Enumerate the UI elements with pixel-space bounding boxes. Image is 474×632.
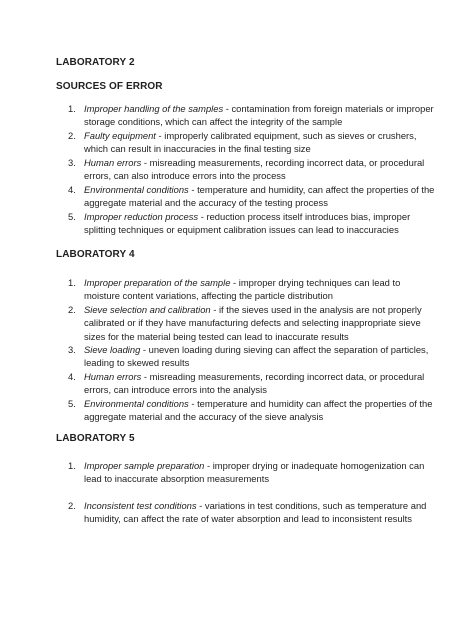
item-label: Human errors — [84, 157, 142, 168]
item-label: Inconsistent test conditions — [84, 500, 197, 511]
item-number: 1. — [68, 460, 76, 471]
item-number: 3. — [68, 157, 76, 168]
item-text: - misreading measurements, recording incorrect data, or procedural errors, can introduce errors into the analysis — [84, 371, 425, 396]
list-item — [0, 303, 474, 343]
list-item — [0, 370, 474, 397]
item-text: - uneven loading during sieving can affect the separation of particles, leading to skewed results — [84, 344, 429, 369]
item-label: Improper sample preparation — [84, 460, 205, 471]
list-item — [0, 459, 474, 499]
item-label: Sieve loading — [84, 344, 141, 355]
item-text: - contamination from foreign materials or improper storage conditions, which can affect the integrity of the sample — [84, 103, 434, 128]
item-number: 4. — [68, 371, 76, 382]
list-item — [0, 156, 474, 183]
item-text: - variations in test conditions, such as temperature and humidity, can affect the rate of water absorption and lead to inconsistent results — [84, 500, 427, 525]
list-item — [0, 276, 474, 303]
item-label: Faulty equipment — [84, 130, 156, 141]
item-number: 1. — [68, 277, 76, 288]
item-text: - misreading measurements, recording incorrect data, or procedural errors, can also introduce errors into the process — [84, 157, 425, 182]
item-label: Environmental conditions — [84, 398, 189, 409]
item-number: 4. — [68, 184, 76, 195]
item-label: Improper preparation of the sample — [84, 277, 231, 288]
item-number: 1. — [68, 103, 76, 114]
list-item — [0, 343, 474, 370]
list-item — [0, 129, 474, 156]
list-item — [0, 499, 474, 539]
lab2-heading: LABORATORY 2 — [56, 57, 135, 68]
lab5-heading: LABORATORY 5 — [56, 433, 135, 444]
item-label: Human errors — [84, 371, 142, 382]
item-label: Improper handling of the samples — [84, 103, 224, 114]
item-number: 5. — [68, 398, 76, 409]
item-number: 2. — [68, 304, 76, 315]
item-text: - temperature and humidity, can affect the properties of the aggregate material and the accuracy of the testing process — [84, 184, 435, 209]
item-text: - reduction process itself introduces bias, improper splitting techniques or equipment calibration issues can lead to inaccuracies — [84, 211, 411, 236]
lab4-error-list — [0, 276, 474, 424]
sources-of-error-heading: SOURCES OF ERROR — [56, 81, 163, 92]
item-number: 5. — [68, 211, 76, 222]
list-item — [0, 102, 474, 129]
item-label: Sieve selection and calibration — [84, 304, 211, 315]
item-number: 2. — [68, 130, 76, 141]
item-label: Improper reduction process — [84, 211, 199, 222]
lab4-heading: LABORATORY 4 — [56, 249, 135, 260]
item-text: - improper drying techniques can lead to moisture content variations, affecting the particle distribution — [84, 277, 401, 302]
item-number: 3. — [68, 344, 76, 355]
item-text: - temperature and humidity can affect the properties of the aggregate material and the accuracy of the sieve analysis — [84, 398, 433, 423]
item-text: - improper drying or inadequate homogenization can lead to inaccurate absorption measurements — [84, 460, 425, 485]
lab5-error-list — [0, 459, 474, 539]
lab2-error-list — [0, 102, 474, 237]
list-item — [0, 183, 474, 210]
item-number: 2. — [68, 500, 76, 511]
item-text: - if the sieves used in the analysis are not properly calibrated or if they have manufacturing defects and selecting inappropriate sieve sizes for the material being tested can lead to inaccurate results — [84, 304, 422, 342]
item-label: Environmental conditions — [84, 184, 189, 195]
list-item — [0, 210, 474, 237]
list-item — [0, 397, 474, 424]
item-text: - improperly calibrated equipment, such as sieves or crushers, which can result in inaccuracies in the final testing size — [84, 130, 417, 155]
